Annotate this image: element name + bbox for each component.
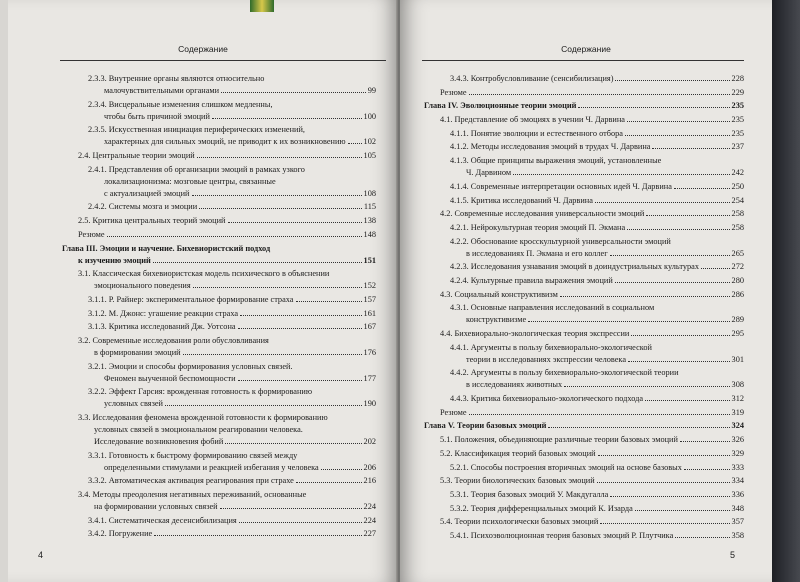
dot-leader bbox=[598, 455, 730, 456]
table-of-contents bbox=[424, 73, 744, 544]
dot-leader bbox=[197, 157, 362, 158]
dot-leader bbox=[199, 208, 362, 209]
toc-page-number: 272 bbox=[731, 262, 744, 272]
toc-entry-title-line: 3.2.1. Эмоции и способы формирования условных связей. bbox=[88, 361, 293, 371]
toc-entry bbox=[62, 412, 376, 448]
toc-entry-title-line: условных связей bbox=[104, 399, 163, 409]
toc-page-number: 286 bbox=[731, 289, 744, 299]
toc-entry-title-line: 3.3.1. Готовность к быстрому формированию связей между bbox=[88, 450, 298, 460]
toc-entry-title-line: 4.3.1. Основные направления исследований в социальном bbox=[450, 303, 655, 313]
toc-entry bbox=[62, 450, 376, 474]
dot-leader bbox=[212, 118, 362, 119]
toc-entry-title-line: 4.1.1. Понятие эволюции и естественного отбора bbox=[450, 128, 623, 138]
dot-leader bbox=[615, 80, 729, 81]
toc-entry-title-line: с актуализацией эмоций bbox=[104, 188, 190, 198]
toc-entry-title-line: 4.2.4. Культурные правила выражения эмоций bbox=[450, 275, 613, 285]
toc-entry bbox=[424, 489, 744, 501]
toc-entry bbox=[424, 393, 744, 405]
toc-page-number: 301 bbox=[731, 354, 744, 364]
toc-entry bbox=[424, 289, 744, 301]
toc-page-number: 334 bbox=[731, 476, 744, 486]
toc-page-number: 258 bbox=[731, 222, 744, 232]
dot-leader bbox=[627, 229, 729, 230]
toc-entry-title-line: определенными стимулами и реакцией избегания у человека bbox=[104, 462, 319, 472]
toc-page-number: 228 bbox=[731, 74, 744, 83]
dot-leader bbox=[193, 287, 362, 288]
toc-entry bbox=[62, 335, 376, 359]
toc-entry-title-line: 2.3.3. Внутренние органы являются относительно bbox=[88, 74, 265, 83]
dot-leader bbox=[627, 121, 730, 122]
toc-entry bbox=[424, 87, 744, 99]
toc-entry-title-line: 4.1.5. Критика исследований Ч. Дарвина bbox=[450, 195, 593, 205]
toc-entry bbox=[424, 128, 744, 140]
toc-entry-title-line: в исследованиях животных bbox=[466, 380, 563, 390]
toc-entry bbox=[62, 73, 376, 97]
toc-page-number: 289 bbox=[731, 315, 744, 325]
toc-entry bbox=[424, 100, 744, 112]
toc-entry-title-line: 4.1.4. Современные интерпретации основных идей Ч. Дарвина bbox=[450, 181, 672, 191]
toc-page-number: 152 bbox=[363, 281, 376, 291]
dot-leader bbox=[595, 202, 730, 203]
running-head: Содержание bbox=[178, 44, 228, 54]
toc-page-number: 108 bbox=[363, 188, 376, 198]
dot-leader bbox=[631, 335, 729, 336]
toc-page-number: 357 bbox=[731, 517, 744, 527]
toc-page-number: 224 bbox=[363, 515, 376, 525]
toc-entry-title-line: 5.4. Теории психологически базовых эмоций bbox=[440, 517, 599, 527]
toc-page-number: 99 bbox=[367, 86, 376, 95]
toc-entry-title-line: 5.1. Положения, объединяющие различные теории базовых эмоций bbox=[440, 435, 678, 445]
dot-leader bbox=[165, 405, 362, 406]
toc-page-number: 177 bbox=[363, 373, 376, 383]
toc-entry bbox=[424, 407, 744, 419]
toc-page-number: 100 bbox=[363, 111, 376, 121]
toc-page-number: 265 bbox=[731, 248, 744, 258]
dot-leader bbox=[564, 386, 729, 387]
toc-entry-title-line: 4.2. Современные исследования универсальности эмоций bbox=[440, 209, 645, 219]
toc-entry-title-line: 4.4. Бихевиорально-экологическая теория экспрессии bbox=[440, 329, 630, 338]
dot-leader bbox=[228, 222, 362, 223]
toc-entry-title-line: эмоционального поведения bbox=[94, 281, 191, 291]
toc-entry-title-line: условных связей в эмоциональном реагировании человека. bbox=[94, 425, 303, 434]
dot-leader bbox=[652, 148, 729, 149]
toc-entry-title-line: 3.4.2. Погружение bbox=[88, 529, 153, 539]
page-number: 5 bbox=[730, 550, 736, 560]
toc-page-number: 235 bbox=[731, 128, 744, 138]
dot-leader bbox=[239, 522, 362, 523]
toc-entry-title-line: Глава V. Теории базовых эмоций bbox=[424, 421, 547, 431]
toc-entry-title-line: 3.1.1. Р. Райнер: экспериментальное формирование страха bbox=[88, 294, 294, 304]
dot-leader bbox=[615, 282, 730, 283]
toc-entry-title-line: 5.3.2. Теория дифференциальных эмоций К. Изарда bbox=[450, 503, 633, 513]
book-cover-edge bbox=[772, 0, 800, 582]
dot-leader bbox=[578, 107, 729, 108]
toc-entry bbox=[62, 386, 376, 410]
toc-entry-title-line: конструктивизме bbox=[466, 315, 527, 325]
dot-leader bbox=[528, 321, 729, 322]
dot-leader bbox=[560, 296, 730, 297]
toc-entry-title-line: к изучению эмоций bbox=[78, 255, 151, 265]
toc-entry bbox=[424, 261, 744, 273]
dot-leader bbox=[600, 523, 729, 524]
toc-entry-title-line: в исследованиях П. Экмана и его коллег bbox=[466, 248, 608, 258]
toc-entry-title-line: 3.1. Классическая бихевиористская модель психического в объяснении bbox=[78, 269, 330, 279]
toc-entry-title-line: Феномен выученной беспомощности bbox=[104, 373, 236, 383]
toc-page-number: 324 bbox=[731, 421, 744, 431]
toc-entry-title-line: 4.1.2. Методы исследования эмоций в трудах Ч. Дарвина bbox=[450, 142, 651, 152]
dot-leader bbox=[107, 236, 362, 237]
toc-entry bbox=[424, 181, 744, 193]
toc-entry-title-line: теории в исследованиях экспрессии человека bbox=[466, 354, 626, 364]
toc-entry bbox=[424, 328, 744, 340]
toc-page-number: 176 bbox=[363, 347, 376, 357]
toc-entry-title-line: Глава IV. Эволюционные теории эмоций bbox=[424, 101, 577, 111]
toc-page-number: 280 bbox=[731, 275, 744, 285]
toc-entry bbox=[424, 275, 744, 287]
toc-entry-title-line: 4.1. Представление об эмоциях в учении Ч. Дарвина bbox=[440, 115, 625, 125]
dot-leader bbox=[548, 427, 729, 428]
dot-leader bbox=[635, 510, 730, 511]
toc-page-number: 235 bbox=[731, 101, 744, 111]
toc-page-number: 333 bbox=[731, 462, 744, 472]
toc-entry-title-line: Исследование возникновения фобий bbox=[94, 437, 224, 446]
toc-entry bbox=[62, 308, 376, 320]
header-rule bbox=[60, 60, 386, 61]
left-page bbox=[8, 0, 398, 582]
toc-entry bbox=[424, 302, 744, 326]
toc-page-number: 250 bbox=[731, 181, 744, 191]
toc-entry-title-line: локализационизма: мозговые центры, связанные bbox=[104, 176, 276, 186]
toc-page-number: 319 bbox=[731, 407, 744, 417]
toc-entry-title-line: 4.4.3. Критика бихевиорально-экологического подхода bbox=[450, 394, 644, 404]
toc-page-number: 229 bbox=[731, 87, 744, 97]
toc-page-number: 326 bbox=[731, 435, 744, 445]
toc-entry-title-line: 3.2. Современные исследования роли обусловливания bbox=[78, 335, 269, 345]
right-page bbox=[400, 0, 772, 582]
dot-leader bbox=[610, 255, 730, 256]
toc-page-number: 224 bbox=[363, 502, 376, 512]
dot-leader bbox=[646, 215, 729, 216]
toc-entry bbox=[424, 462, 744, 474]
toc-page-number: 202 bbox=[363, 437, 376, 446]
toc-page-number: 312 bbox=[731, 394, 744, 404]
toc-entry-title-line: 4.2.2. Обоснование кросскультурной универсальности эмоций bbox=[450, 236, 671, 246]
toc-entry bbox=[424, 222, 744, 234]
toc-page-number: 348 bbox=[731, 503, 744, 513]
toc-entry-title-line: 4.1.3. Общие принципы выражения эмоций, установленные bbox=[450, 156, 662, 166]
toc-page-number: 227 bbox=[363, 529, 376, 539]
toc-entry bbox=[62, 201, 376, 213]
dot-leader bbox=[348, 143, 362, 144]
dot-leader bbox=[675, 537, 729, 538]
dot-leader bbox=[513, 174, 729, 175]
toc-entry bbox=[424, 503, 744, 515]
toc-entry bbox=[424, 114, 744, 126]
toc-entry bbox=[62, 164, 376, 200]
toc-entry-title-line: на формировании условных связей bbox=[94, 502, 218, 512]
toc-entry-title-line: 2.4. Центральные теории эмоций bbox=[78, 151, 195, 161]
toc-page-number: 254 bbox=[731, 195, 744, 205]
toc-entry-title-line: 3.3.2. Автоматическая активация реагирования при страхе bbox=[88, 476, 294, 486]
toc-entry-title-line: 2.4.1. Представления об организации эмоций в рамках узкого bbox=[88, 164, 305, 174]
dot-leader bbox=[469, 414, 730, 415]
toc-entry bbox=[62, 515, 376, 527]
toc-entry-title-line: 5.3.1. Теория базовых эмоций У. Макдугалла bbox=[450, 489, 609, 499]
toc-entry-title-line: чтобы быть причиной эмоций bbox=[104, 111, 210, 121]
toc-page-number: 216 bbox=[363, 476, 376, 486]
dot-leader bbox=[183, 354, 362, 355]
dot-leader bbox=[225, 443, 361, 444]
dot-leader bbox=[296, 301, 362, 302]
dot-leader bbox=[625, 135, 730, 136]
toc-entry-title-line: Резюме bbox=[440, 407, 467, 417]
toc-entry bbox=[424, 420, 744, 432]
dot-leader bbox=[684, 469, 730, 470]
toc-entry-title-line: 5.2. Классификация теорий базовых эмоций bbox=[440, 448, 596, 458]
toc-entry bbox=[424, 516, 744, 528]
toc-entry bbox=[424, 236, 744, 260]
toc-entry bbox=[424, 208, 744, 220]
toc-entry-title-line: 5.4.1. Психоэволюционная теория базовых эмоций Р. Плутчика bbox=[450, 530, 674, 540]
toc-page-number: 258 bbox=[731, 209, 744, 219]
toc-page-number: 295 bbox=[731, 329, 744, 338]
toc-entry bbox=[62, 268, 376, 292]
table-of-contents bbox=[62, 73, 376, 542]
toc-entry-title-line: в формировании эмоций bbox=[94, 347, 181, 357]
toc-entry bbox=[424, 434, 744, 446]
toc-entry bbox=[62, 489, 376, 513]
toc-entry-title-line: малочувствительными органами bbox=[104, 86, 220, 95]
toc-entry-title-line: 3.3. Исследования феномена врожденной готовности к формированию bbox=[78, 413, 328, 422]
page-number: 4 bbox=[38, 550, 44, 560]
toc-entry-title-line: 5.2.1. Способы построения вторичных эмоций на основе базовых bbox=[450, 462, 682, 472]
toc-entry bbox=[62, 243, 376, 267]
dot-leader bbox=[674, 188, 730, 189]
dot-leader bbox=[240, 315, 361, 316]
toc-entry-title-line: 3.1.2. М. Джонс: угашение реакции страха bbox=[88, 308, 239, 318]
toc-entry bbox=[424, 141, 744, 153]
toc-entry bbox=[62, 528, 376, 540]
toc-entry-title-line: 3.4.1. Систематическая десенсибилизация bbox=[88, 515, 237, 525]
toc-page-number: 148 bbox=[363, 229, 376, 239]
dot-leader bbox=[469, 94, 730, 95]
toc-entry bbox=[62, 294, 376, 306]
toc-entry-title-line: 4.4.2. Аргументы в пользу бихевиорально-экологической теории bbox=[450, 368, 679, 378]
dot-leader bbox=[221, 92, 366, 93]
left-edge bbox=[0, 0, 8, 582]
toc-entry-title-line: Резюме bbox=[440, 87, 467, 97]
toc-entry bbox=[62, 475, 376, 487]
toc-entry-title-line: 5.3. Теории биологических базовых эмоций bbox=[440, 476, 595, 486]
toc-entry bbox=[424, 155, 744, 179]
toc-entry bbox=[424, 342, 744, 366]
toc-entry bbox=[62, 150, 376, 162]
toc-entry bbox=[62, 124, 376, 148]
dot-leader bbox=[680, 441, 730, 442]
dot-leader bbox=[154, 535, 361, 536]
toc-page-number: 157 bbox=[363, 294, 376, 304]
toc-entry bbox=[62, 215, 376, 227]
toc-entry bbox=[424, 530, 744, 542]
dot-leader bbox=[220, 508, 362, 509]
dot-leader bbox=[192, 195, 362, 196]
toc-entry-title-line: 2.3.5. Искусственная инициация периферических изменений, bbox=[88, 125, 305, 135]
toc-page-number: 358 bbox=[731, 530, 744, 540]
toc-page-number: 206 bbox=[363, 462, 376, 472]
toc-entry-title-line: 3.2.2. Эффект Гарсия: врожденная готовность к формированию bbox=[88, 387, 313, 397]
toc-entry-title-line: 2.5. Критика центральных теорий эмоций bbox=[78, 216, 226, 226]
toc-page-number: 237 bbox=[731, 142, 744, 152]
dot-leader bbox=[645, 400, 730, 401]
toc-entry-title-line: 4.2.3. Исследования узнавания эмоций в доиндустриальных культурах bbox=[450, 262, 700, 272]
dot-leader bbox=[153, 262, 362, 263]
toc-page-number: 190 bbox=[363, 399, 376, 409]
toc-entry-title-line: 3.4.3. Контробусловливание (сенсибилизация) bbox=[450, 74, 614, 83]
dot-leader bbox=[238, 380, 362, 381]
toc-entry bbox=[62, 361, 376, 385]
toc-entry bbox=[424, 367, 744, 391]
toc-entry bbox=[62, 229, 376, 241]
toc-page-number: 102 bbox=[363, 137, 376, 147]
toc-page-number: 105 bbox=[363, 151, 376, 161]
toc-entry-title-line: 3.4. Методы преодоления негативных переживаний, основанные bbox=[78, 490, 307, 500]
toc-entry-title-line: 2.4.2. Системы мозга и эмоции bbox=[88, 202, 198, 212]
toc-entry-title-line: Резюме bbox=[78, 229, 105, 239]
bookmark-ribbon bbox=[250, 0, 274, 12]
toc-page-number: 235 bbox=[731, 115, 744, 125]
toc-page-number: 167 bbox=[363, 322, 376, 332]
toc-page-number: 242 bbox=[731, 168, 744, 178]
dot-leader bbox=[610, 496, 729, 497]
toc-entry-title-line: 3.1.3. Критика исследований Дж. Уотсона bbox=[88, 322, 236, 332]
toc-entry bbox=[424, 448, 744, 460]
toc-entry-title-line: 4.3. Социальный конструктивизм bbox=[440, 289, 558, 299]
toc-entry bbox=[62, 99, 376, 123]
toc-entry-title-line: 4.2.1. Нейрокультурная теория эмоций П. Экмана bbox=[450, 222, 626, 232]
toc-page-number: 329 bbox=[731, 448, 744, 458]
toc-entry bbox=[424, 73, 744, 85]
toc-page-number: 161 bbox=[363, 308, 376, 318]
dot-leader bbox=[296, 482, 362, 483]
toc-page-number: 336 bbox=[731, 489, 744, 499]
dot-leader bbox=[701, 268, 730, 269]
toc-page-number: 138 bbox=[363, 216, 376, 226]
header-rule bbox=[422, 60, 744, 61]
dot-leader bbox=[628, 361, 730, 362]
toc-entry-title-line: Глава III. Эмоции и научение. Бихевиористский подход bbox=[62, 243, 271, 253]
toc-entry-title-line: 4.4.1. Аргументы в пользу бихевиорально-экологической bbox=[450, 342, 652, 352]
toc-page-number: 115 bbox=[363, 202, 376, 212]
toc-entry-title-line: характерных для сильных эмоций, не приводит к их возникновению bbox=[104, 137, 346, 147]
dot-leader bbox=[321, 469, 362, 470]
dot-leader bbox=[238, 328, 362, 329]
toc-page-number: 151 bbox=[363, 255, 376, 265]
toc-entry bbox=[62, 321, 376, 333]
toc-entry-title-line: 2.3.4. Висцеральные изменения слишком медленны, bbox=[88, 99, 273, 109]
running-head: Содержание bbox=[561, 44, 611, 54]
toc-entry bbox=[424, 195, 744, 207]
dot-leader bbox=[597, 482, 730, 483]
toc-page-number: 308 bbox=[731, 380, 744, 390]
toc-entry bbox=[424, 475, 744, 487]
toc-entry-title-line: Ч. Дарвином bbox=[466, 168, 512, 178]
